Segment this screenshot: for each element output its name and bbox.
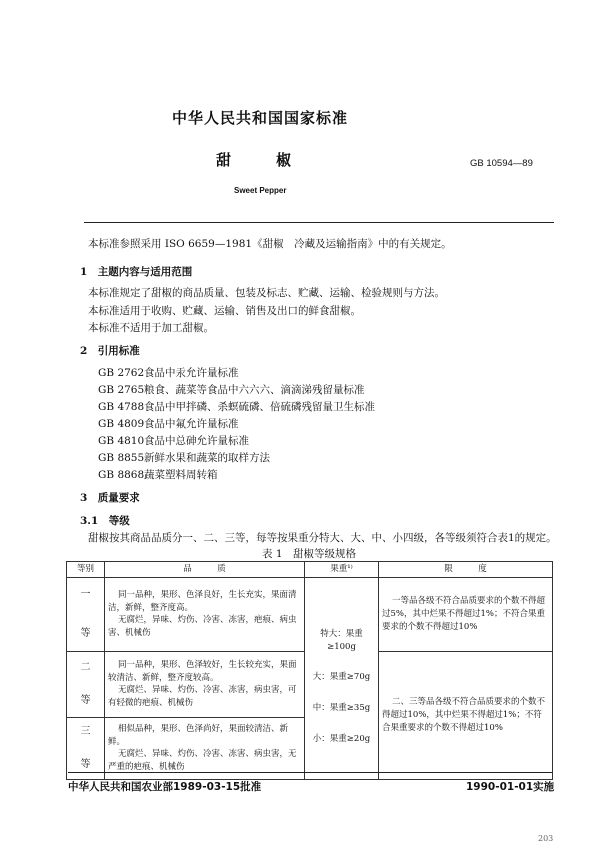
reference-code: GB 2762 [98, 367, 145, 379]
doc-title: 甜 椒 [216, 151, 292, 169]
subsection-3-1-heading: 3.1 等级 [80, 515, 130, 527]
column-header: 果重¹⁾ [305, 562, 379, 578]
column-header: 品 质 [105, 562, 305, 578]
reference-title: 蔬菜塑料周转箱 [144, 469, 218, 481]
reference-code: GB 4810 [98, 435, 145, 447]
reference-item [98, 365, 239, 380]
reference-item [98, 416, 239, 431]
quality-line: 无腐烂、异味、灼伤、冷害、冻害、病虫害，无严重的疤痕、机械伤 [108, 749, 297, 772]
table-caption: 表 1 甜椒等级规格 [262, 548, 357, 560]
section-1-paragraph: 本标准适用于收购、贮藏、运输、销售及出口的鲜食甜椒。 [88, 305, 361, 317]
grade-char: 三 [80, 726, 91, 738]
size-grade: 小：果重≥20g [312, 733, 371, 744]
reference-title: 粮食、蔬菜等食品中六六六、滴滴涕残留量标准 [144, 384, 365, 396]
quality-line: 无腐烂、异味、灼伤、冷害、冻害，病虫害，可有轻微的疤痕、机械伤 [108, 685, 297, 708]
doc-number: GB 10594—89 [470, 158, 533, 169]
size-grade: 中：果重≥35g [312, 703, 371, 713]
tolerance-cell: 一等品各级不符合品质要求的个数不得超过5%，其中烂果不得超过1%；不符合果重要求的个数不得超过10% [379, 577, 553, 651]
grade-char: 一 [80, 589, 91, 601]
reference-item [98, 399, 375, 414]
grade-cell [67, 717, 105, 779]
section-1-paragraph: 本标准规定了甜椒的商品质量、包装及标志、贮藏、运输、检验规则与方法。 [88, 287, 445, 299]
section-2-heading: 2 引用标准 [80, 345, 140, 357]
section-1-heading: 1 主题内容与适用范围 [80, 266, 193, 278]
grade-char: 等 [80, 759, 91, 771]
grade-char: 等 [80, 628, 91, 640]
quality-cell [105, 717, 305, 779]
reference-code: GB 4788 [98, 401, 145, 413]
reference-code: GB 8868 [98, 469, 145, 481]
grade-cell [67, 651, 105, 717]
page-number: 203 [538, 834, 554, 843]
reference-code: GB 8855 [98, 452, 145, 464]
reference-title: 食品中氟允许量标准 [144, 418, 239, 430]
grade-char: 二 [80, 662, 91, 674]
grade-char: 等 [80, 695, 91, 707]
reference-item [98, 467, 218, 482]
reference-code: GB 4809 [98, 418, 145, 430]
section-1-paragraph: 本标准不适用于加工甜椒。 [88, 322, 214, 334]
org-title: 中华人民共和国国家标准 [172, 109, 349, 127]
reference-title: 食品中总砷允许量标准 [144, 435, 249, 447]
column-header: 限 度 [379, 562, 553, 578]
grade-cell [67, 577, 105, 651]
quality-line: 同一品种，果形、色泽较好，生长较充实，果面较清洁、新鲜，整齐度较高。 [108, 659, 297, 683]
section-3-heading: 3 质量要求 [80, 492, 140, 504]
size-grade: 特大：果重≥100g [320, 628, 363, 652]
quality-cell [105, 577, 305, 651]
size-cell [305, 577, 379, 779]
reference-item [98, 433, 249, 448]
size-grade: 大：果重≥70g [312, 672, 371, 683]
table-row [67, 577, 553, 651]
quality-line: 无腐烂，异味、灼伤、冷害、冻害，疤痕、病虫害、机械伤 [108, 615, 297, 638]
header-rule [84, 222, 554, 223]
grade-table [66, 561, 553, 780]
reference-item [98, 450, 270, 465]
quality-line: 同一品种，果形、色泽良好，生长充实，果面清洁，新鲜，整齐度高。 [108, 589, 297, 613]
quality-line: 相似品种，果形、色泽尚好，果面较清洁、新鲜。 [108, 723, 289, 747]
footer-rule [68, 772, 552, 773]
intro-paragraph: 本标准参照采用 ISO 6659—1981《甜椒 冷藏及运输指南》中的有关规定。 [88, 238, 452, 250]
reference-title: 新鲜水果和蔬菜的取样方法 [144, 452, 270, 464]
reference-title: 食品中甲拌磷、杀螟硫磷、倍硫磷残留量卫生标准 [144, 401, 375, 413]
column-header: 等别 [67, 562, 105, 578]
table-header-row [67, 562, 553, 578]
doc-subtitle: Sweet Pepper [234, 186, 287, 195]
reference-code: GB 2765 [98, 384, 145, 396]
approval-line: 中华人民共和国农业部1989-03-15批准 [68, 781, 262, 793]
quality-cell [105, 651, 305, 717]
subsection-3-1-text: 甜椒按其商品品质分一、二、三等，每等按果重分特大、大、中、小四级，各等级须符合表1的规定。 [88, 532, 557, 544]
reference-title: 食品中汞允许量标准 [144, 367, 239, 379]
reference-item [98, 382, 365, 397]
tolerance-cell: 二、三等品各级不符合品质要求的个数不得超过10%，其中烂果不得超过1%；不符合果重要求的个数不得超过10% [379, 651, 553, 779]
effective-date: 1990-01-01实施 [466, 781, 555, 793]
